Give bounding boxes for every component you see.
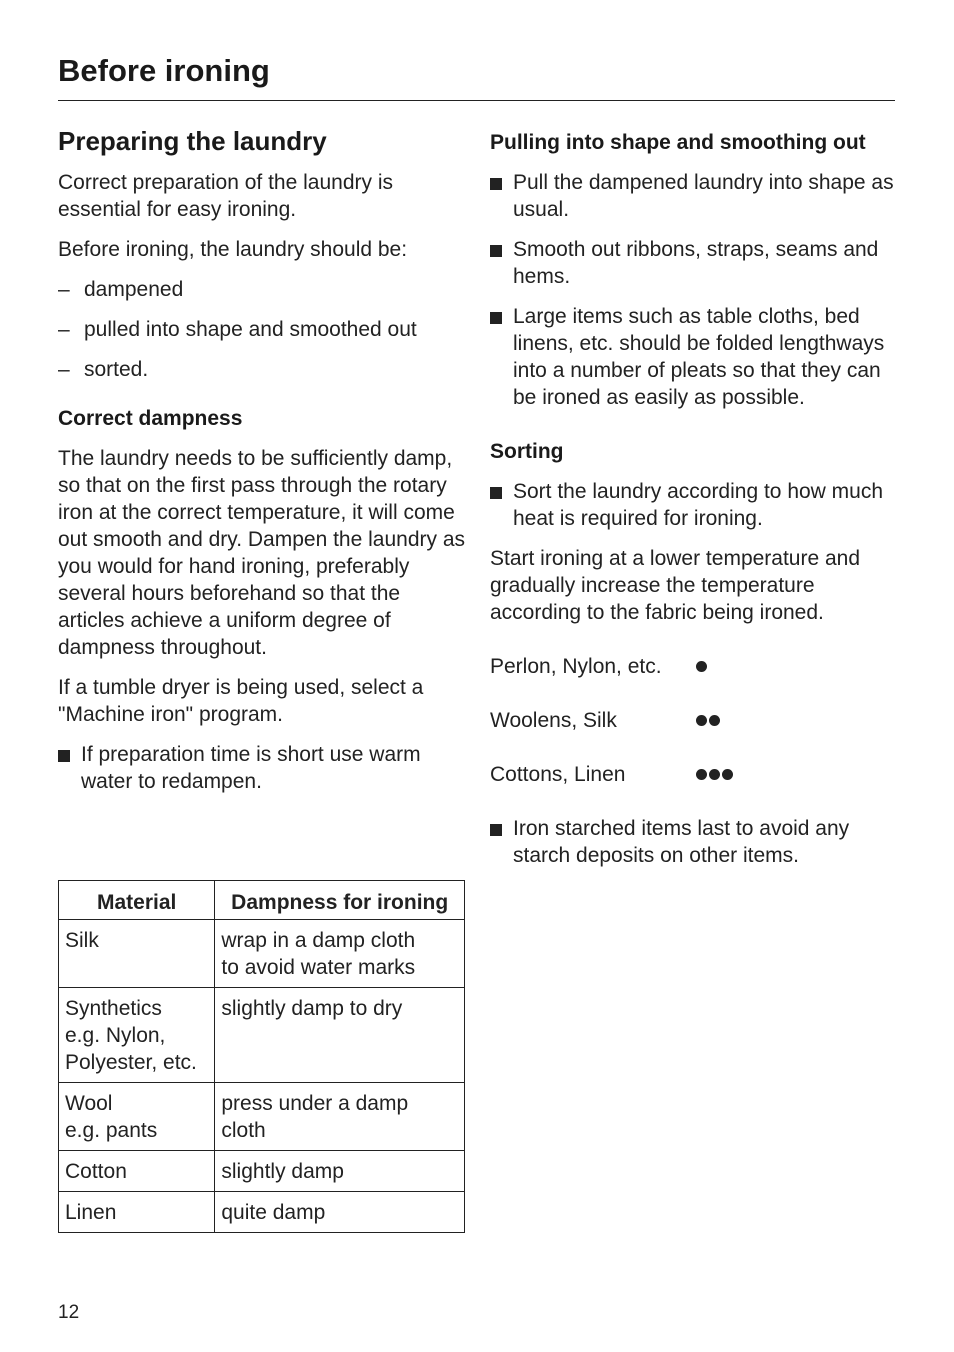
cell-text: Wool	[65, 1092, 113, 1115]
heat-dots-2	[696, 715, 722, 726]
dot-icon	[696, 661, 707, 672]
section-heading: Preparing the laundry	[58, 126, 327, 156]
heat-row	[490, 761, 900, 788]
dot-icon	[722, 769, 733, 780]
heat-scale	[490, 653, 900, 788]
cell-text: Linen	[65, 1201, 117, 1224]
table-row	[59, 1192, 465, 1233]
dot-icon	[696, 769, 707, 780]
dash-marker: –	[58, 318, 70, 341]
table-row	[59, 988, 465, 1083]
list-item-text: dampened	[84, 278, 184, 301]
cell-text: cloth	[221, 1119, 266, 1142]
material-cell	[59, 988, 215, 1083]
preparation-list	[58, 276, 468, 383]
cell-text: e.g. pants	[65, 1119, 158, 1142]
material-cell	[59, 1083, 215, 1151]
cell-text: Cotton	[65, 1160, 127, 1183]
material-cell	[59, 920, 215, 988]
cell-text: Silk	[65, 929, 99, 952]
dampness-cell	[215, 920, 465, 988]
page-title: Before ironing	[58, 53, 270, 88]
dampness-cell	[215, 1083, 465, 1151]
list-item-text: pulled into shape and smoothed out	[84, 318, 417, 341]
list-item-text: sorted.	[84, 358, 149, 381]
square-bullet-icon	[490, 178, 502, 190]
dampness-cell	[215, 1151, 465, 1192]
bullet-item	[490, 169, 900, 223]
square-bullet-icon	[490, 824, 502, 836]
table-row	[59, 920, 465, 988]
cell-text: e.g. Nylon,	[65, 1024, 166, 1047]
cell-text: to avoid water marks	[221, 956, 416, 979]
title-divider	[58, 100, 895, 101]
tumble-dryer-paragraph: If a tumble dryer is being used, select a "Machine iron" program.	[58, 676, 424, 726]
dampness-table	[58, 880, 465, 1233]
column-header-dampness: Dampness for ironing	[215, 881, 465, 920]
bullet-item	[490, 815, 900, 869]
bullet-text: Sort the laundry according to how much heat is required for ironing.	[513, 480, 884, 530]
start-ironing-paragraph: Start ironing at a lower temperature and gradually increase the temperature according to the fabric being ironed.	[490, 547, 861, 624]
list-item	[58, 276, 468, 303]
left-column	[58, 124, 468, 808]
cell-text: press under a damp	[221, 1092, 409, 1115]
cell-text: wrap in a damp cloth	[221, 929, 416, 952]
fabric-label: Perlon, Nylon, etc.	[490, 655, 662, 678]
table-header-row	[59, 881, 465, 920]
dash-marker: –	[58, 358, 70, 381]
page-number: 12	[58, 1302, 80, 1323]
table-row	[59, 1083, 465, 1151]
square-bullet-icon	[490, 245, 502, 257]
heat-row	[490, 653, 900, 680]
intro-paragraph: Correct preparation of the laundry is essential for easy ironing.	[58, 171, 394, 221]
bullet-item	[490, 478, 900, 532]
list-item	[58, 316, 468, 343]
table-row	[59, 1151, 465, 1192]
square-bullet-icon	[490, 312, 502, 324]
heat-dots-1	[696, 661, 709, 672]
material-cell	[59, 1192, 215, 1233]
cell-text: Polyester, etc.	[65, 1051, 197, 1074]
sorting-heading: Sorting	[490, 440, 564, 463]
list-item	[58, 356, 468, 383]
dampness-cell	[215, 1192, 465, 1233]
material-cell	[59, 1151, 215, 1192]
cell-text: slightly damp	[221, 1160, 344, 1183]
bullet-text: Pull the dampened laundry into shape as usual.	[513, 171, 894, 221]
before-ironing-text: Before ironing, the laundry should be:	[58, 238, 408, 261]
bullet-text: Large items such as table cloths, bed linens, etc. should be folded lengthways into a number of pleats so that they can be ironed as easily as possible.	[513, 305, 885, 409]
heat-dots-3	[696, 769, 735, 780]
square-bullet-icon	[58, 750, 70, 762]
cell-text: Synthetics	[65, 997, 162, 1020]
heat-row	[490, 707, 900, 734]
bullet-item	[490, 303, 900, 411]
dampness-paragraph: The laundry needs to be sufficiently damp, so that on the first pass through the rotary iron at the correct temperature, it will come out smooth and dry. Dampen the laundry as you would for hand ironing, preferably several hours beforehand so that the articles achieve a uniform degree of dampness throughout.	[58, 447, 466, 659]
fabric-label: Cottons, Linen	[490, 763, 626, 786]
dot-icon	[696, 715, 707, 726]
shaping-heading: Pulling into shape and smoothing out	[490, 131, 866, 154]
bullet-text: Iron starched items last to avoid any starch deposits on other items.	[513, 817, 850, 867]
dot-icon	[709, 715, 720, 726]
fabric-label: Woolens, Silk	[490, 709, 617, 732]
dash-marker: –	[58, 278, 70, 301]
square-bullet-icon	[490, 487, 502, 499]
bullet-text: Smooth out ribbons, straps, seams and hems.	[513, 238, 879, 288]
cell-text: slightly damp to dry	[221, 997, 403, 1020]
dampness-heading: Correct dampness	[58, 407, 243, 430]
column-header-material: Material	[59, 881, 215, 920]
bullet-item	[58, 741, 468, 795]
dot-icon	[709, 769, 720, 780]
dampness-cell	[215, 988, 465, 1083]
bullet-text: If preparation time is short use warm water to redampen.	[81, 743, 421, 793]
bullet-item	[490, 236, 900, 290]
cell-text: quite damp	[221, 1201, 326, 1224]
right-column	[490, 124, 900, 882]
